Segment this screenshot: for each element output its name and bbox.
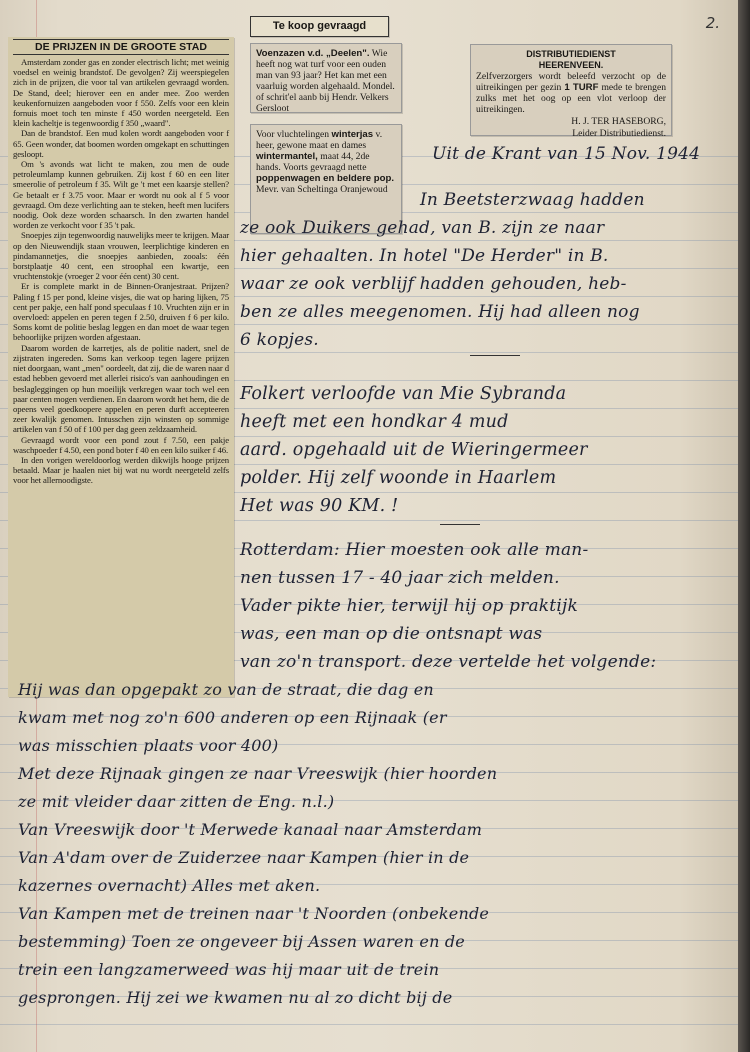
handwritten-line: Van Kampen met de treinen naar 't Noorden (onbekende xyxy=(18,904,490,923)
handwritten-block-rotterdam-intro xyxy=(240,536,656,676)
ad-bold: wintermantel, xyxy=(256,151,318,162)
notice-subtitle: HEERENVEEN. xyxy=(538,60,604,70)
handwritten-line: Folkert verloofde van Mie Sybranda xyxy=(240,384,567,404)
clipping-paragraph: Daarom worden de karretjes, als de politie nadert, snel de zijstraten ingereden. Soms kan verkoop tegen lagere prijzen niet doorgaan, want „men" oordeelt, dat zij, die de waren naar d estad hebben gevoerd met allerlei risico's van aanhoudingen en beslagleggingen op hun moeilijk verkregen waar toch wel een paar centen mogen verdienen. En daarom wordt het hem, die de opeens veel goedkoopere appelen en peren durft accepteeren zeer kwalijk genomen. Intusschen zijn winsten op sommige artikelen van f 50 of f 100 per dag geen zeldzaamheid. xyxy=(13,342,229,435)
notice-body xyxy=(476,71,666,115)
handwritten-line: nen tussen 17 - 40 jaar zich melden. xyxy=(240,568,560,588)
ad-text: Voor vluchtelingen xyxy=(256,129,330,140)
ad-heading: Voenzazen v.d. „Deelen". xyxy=(256,48,370,59)
handwritten-line: gesprongen. Hij zei we kwamen nu al zo dicht bij de xyxy=(18,988,453,1007)
ad-bold: poppenwagen en beldere pop. xyxy=(256,173,395,184)
newspaper-clipping-prices xyxy=(8,37,234,697)
notice-signature: H. J. TER HASEBORG, xyxy=(571,116,666,127)
handwritten-line: kazernes overnacht) Alles met aken. xyxy=(18,876,321,895)
ad-text: maat 44, 2de hands. Voorts gevraagd nette xyxy=(256,151,370,173)
handwritten-line: ben ze alles meegenomen. Hij had alleen nog xyxy=(240,302,640,322)
notice-text: Zelfverzorgers wordt beleefd verzocht op de uitreikingen per gezin xyxy=(476,71,666,93)
separator-line xyxy=(440,524,480,525)
handwritten-line: Van A'dam over de Zuiderzee naar Kampen (hier in de xyxy=(18,848,470,867)
handwritten-line: heeft met een hondkar 4 mud xyxy=(240,412,509,432)
handwritten-line: ze mit vleider daar zitten de Eng. n.l.) xyxy=(18,792,335,811)
handwritten-line: Hij was dan opgepakt zo van de straat, die dag en xyxy=(18,680,434,699)
handwritten-line: waar ze ook verblijf hadden gehouden, heb- xyxy=(240,274,627,294)
notice-text: mede te brengen zulks met het oog op een vlot verloop der uitreikingen. xyxy=(476,82,666,115)
notice-title: DISTRIBUTIEDIENST xyxy=(526,49,616,59)
handwritten-line: Rotterdam: Hier moesten ook alle man- xyxy=(240,540,589,560)
ad-bold: winterjas xyxy=(331,129,374,140)
handwritten-line: van zo'n transport. deze vertelde het volgende: xyxy=(240,652,657,672)
notice-signature-role: Leider Distributiedienst. xyxy=(572,128,666,139)
ruled-line xyxy=(0,1024,738,1025)
separator-line xyxy=(470,355,520,356)
clipping-paragraph: Gevraagd wordt voor een pond zout f 7.50, een pakje waschpoeder f 4.50, een pond boter f 40 en een kilo suiker f 46. xyxy=(13,434,229,455)
handwritten-line: Het was 90 KM. ! xyxy=(240,496,399,516)
handwritten-line: aard. opgehaald uit de Wieringermeer xyxy=(240,440,588,460)
handwritten-line: In Beetsterzwaag hadden xyxy=(420,190,645,210)
handwritten-line: Met deze Rijnaak gingen ze naar Vreeswijk (hier hoorden xyxy=(18,764,498,783)
handwritten-line: ze ook Duikers gehad, van B. zijn ze naar xyxy=(240,218,605,238)
notice-bold: 1 TURF xyxy=(564,82,599,93)
handwritten-date-note: Uit de Krant van 15 Nov. 1944 xyxy=(432,144,701,164)
te-koop-gevraagd-label: Te koop gevraagd xyxy=(250,16,389,37)
clipping-title: DE PRIJZEN IN DE GROOTE STAD xyxy=(13,39,229,55)
classified-ad-turf xyxy=(250,43,402,113)
handwritten-line: kwam met nog zo'n 600 anderen op een Rijnaak (er xyxy=(18,708,447,727)
distributiedienst-notice xyxy=(470,44,672,139)
ad-text: v. heer, gewone maat en dames xyxy=(256,129,383,151)
handwritten-line: was, een man op die ontsnapt was xyxy=(240,624,543,644)
handwritten-block-beetsterzwaag xyxy=(240,186,645,354)
clipping-paragraph: Er is complete markt in de Binnen-Oranjestraat. Prijzen? Paling f 15 per pond, kleine visjes, die wat op haring lijken, 75 cent per pakje, een half pond speculaas f 10. Vruchten zijn er in overvloed: appelen en peren tegen f 2.50, druiven f 6 per kilo. Soms komt de politie beslag leggen en dan moet de waar tegen behoorlijke prijzen worden afgestaan. xyxy=(13,281,229,343)
handwritten-line: Vader pikte hier, terwijl hij op praktijk xyxy=(240,596,578,616)
clipping-paragraph: Dan de brandstof. Een mud kolen wordt aangeboden voor f 65. Geen wonder, dat boomen worden omgekapt en schuttingen gesloopt. xyxy=(13,128,229,159)
ad-text: Mevr. van Scheltinga Oranjewoud xyxy=(256,184,388,195)
handwritten-block-folkert xyxy=(240,380,588,520)
ad-text: Wie heeft nog wat turf voor een ouden man van 93 jaar? Het kan met een vaarluig worden algehaald. Mondel. of schrit'el aanb bij Hendr. Velkers Gersloot xyxy=(256,48,395,114)
handwritten-line: bestemming) Toen ze ongeveer bij Assen waren en de xyxy=(18,932,465,951)
clipping-paragraph: In den vorigen wereldoorlog werden dikwijls hooge prijzen betaald. Maar je haalen niet bij wat nu wordt neergeteld zelfs voor het allernoodigste. xyxy=(13,454,229,486)
clipping-paragraph: Amsterdam zonder gas en zonder electrisch licht; met weinig voedsel en weinig brandstof. De gevolgen? Zij weerspiegelen zich in de prijzen, die voor tal van artikelen gevraagd worden. De Stand, deel; hierover een en ander mee. Zoo werden keukenfornuizen aangeboden voor f 550. Zelfs voor een klein fornuis moet toch ten minste f 450 worden neergeteld. Een klein kacheltje is tegenwoordig f 350 „waard". xyxy=(13,57,229,129)
handwritten-line: Van Vreeswijk door 't Merwede kanaal naar Amsterdam xyxy=(18,820,483,839)
page-number: 2. xyxy=(705,14,720,32)
handwritten-block-rotterdam-story xyxy=(18,676,497,1012)
clipping-paragraph: Om 's avonds wat licht te maken, zou men de oude petroleumlamp kunnen gebruiken. Zij kost f 60 en een liter smeerolie of petroleum f 35. Wilt ge 't met een kaarsje stellen? Ge betaalt er f 3.75 voor. Maar er wordt nu ook al f 5 voor gevraagd. Om deze verlichting aan te steken, heeft men lucifers noodig. Ook deze worden schaarsch. In den zwarten handel worden ze verkocht voor f 35 't pak. xyxy=(13,159,229,231)
binder-spine xyxy=(738,0,750,1052)
handwritten-line: trein een langzamerweed was hij maar uit de trein xyxy=(18,960,440,979)
clipping-paragraph: Snoepjes zijn tegenwoordig nauwelijks meer te krijgen. Maar op den Nieuwendijk staan vrouwen, leerplichtige kinderen en pindamannetjes, die snoepjes aanbieden, zooals: één borstplaatje 40 cent, een stroophal een kwartje, een vruchtenstokje (vroeger 2 voor één cent) 30 cent. xyxy=(13,230,229,282)
handwritten-line: was misschien plaats voor 400) xyxy=(18,736,279,755)
handwritten-line: hier gehaalten. In hotel "De Herder" in B. xyxy=(240,246,609,266)
handwritten-line: polder. Hij zelf woonde in Haarlem xyxy=(240,468,557,488)
handwritten-line: 6 kopjes. xyxy=(240,330,319,350)
